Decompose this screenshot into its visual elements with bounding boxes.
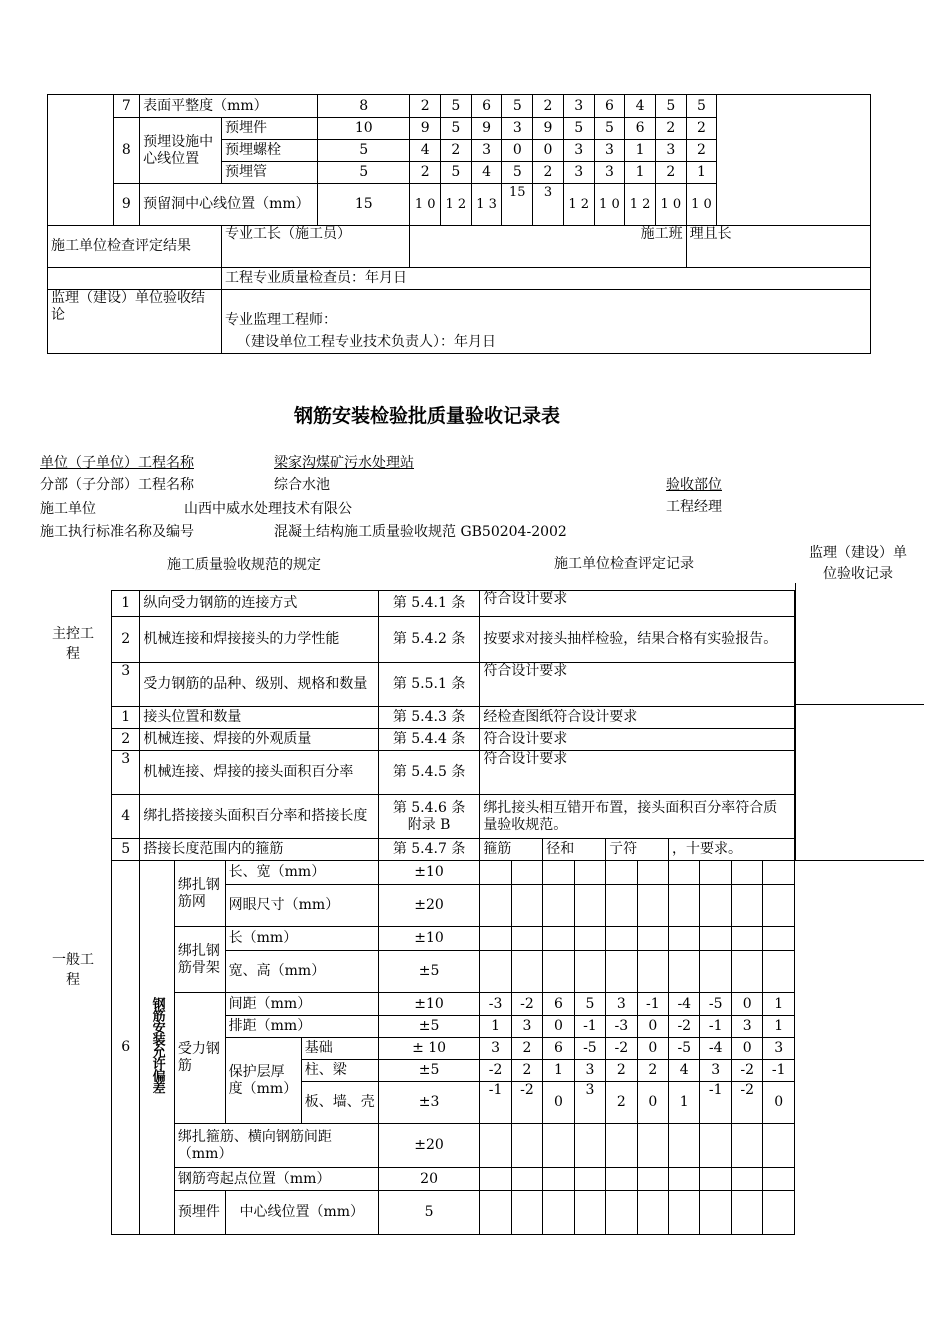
accept-part: 验收部位 <box>666 477 722 493</box>
record-part: 径和 <box>543 839 606 861</box>
main-label: 主控工程 <box>52 626 94 662</box>
val: 0 <box>763 1082 795 1124</box>
val: 1 <box>625 162 656 184</box>
item-no: 3 <box>112 663 140 707</box>
foreman: 专业工长（施工员） <box>221 226 409 268</box>
check-item: 板、墙、壳 <box>301 1082 378 1124</box>
item-record: 按要求对接头抽样检验，结果合格有实验报告。 <box>480 617 795 663</box>
val: -2 <box>480 1060 511 1082</box>
val: 2 <box>606 1082 637 1124</box>
row-item: 预留洞中心线位置（mm） <box>140 184 318 226</box>
group-label: 保护层厚度（mm） <box>225 1038 301 1124</box>
val: 3 <box>511 1016 542 1038</box>
item-text: 绑扎搭接接头面积百分率和搭接长度 <box>140 795 378 839</box>
val: 5 <box>441 118 472 140</box>
record-part: 亍符 <box>606 839 669 861</box>
val: 1 <box>669 1082 700 1124</box>
val: 4 <box>410 140 441 162</box>
general-label: 一般工程 <box>52 952 94 988</box>
tolerance: ±20 <box>378 885 479 927</box>
row-no: 7 <box>113 95 140 118</box>
val: 5 <box>574 993 605 1016</box>
group-label: 绑扎钢筋网 <box>174 861 225 927</box>
blank-cell <box>48 268 222 290</box>
val: 3 <box>700 1060 731 1082</box>
val: 1 <box>686 162 717 184</box>
val: 1 <box>763 993 795 1016</box>
val: 3 <box>563 140 594 162</box>
val: 1 0 <box>410 184 441 226</box>
val: -2 <box>511 993 542 1016</box>
val: 1 2 <box>625 184 656 226</box>
val: 5 <box>686 95 717 118</box>
row-sub: 预埋件 <box>221 118 317 140</box>
check-item: 排距（mm） <box>225 1016 378 1038</box>
val: -2 <box>606 1038 637 1060</box>
page-title: 钢筋安装检验批质量验收记录表 <box>294 405 561 427</box>
val: 2 <box>686 140 717 162</box>
item-text: 接头位置和数量 <box>140 707 378 729</box>
val: 5 <box>594 118 625 140</box>
val: -2 <box>669 1016 700 1038</box>
check-item: 中心线位置（mm） <box>225 1191 378 1235</box>
row-item: 表面平整度（mm） <box>140 95 318 118</box>
item-no: 2 <box>112 617 140 663</box>
standard-value: 混凝土结构施工质量验收规范 GB50204-2002 <box>274 524 567 540</box>
tolerance: 5 <box>378 1191 479 1235</box>
group-label: 受力钢筋 <box>174 993 225 1124</box>
val: 0 <box>731 993 762 1016</box>
tolerance: ±10 <box>378 993 479 1016</box>
val: 2 <box>410 95 441 118</box>
team: 施工班 <box>410 226 686 268</box>
val: 3 <box>574 1082 605 1124</box>
group-label: 预埋件 <box>174 1191 225 1235</box>
check-item: 绑扎箍筋、横向钢筋间距（mm） <box>174 1124 378 1168</box>
val: -1 <box>700 1082 731 1124</box>
record-part: ，十要求。 <box>669 839 795 861</box>
row-allow: 10 <box>318 118 410 140</box>
val: 3 <box>502 118 533 140</box>
val: -4 <box>669 993 700 1016</box>
check-item: 网眼尺寸（mm） <box>225 885 378 927</box>
clause-line: 第 5.4.6 条 <box>392 799 466 816</box>
val: 6 <box>471 95 502 118</box>
sub-value: 综合水池 <box>274 477 330 493</box>
val: 2 <box>441 140 472 162</box>
check-item: 宽、高（mm） <box>225 951 378 993</box>
check-head: 施工单位检查评定记录 <box>554 556 694 572</box>
val: 6 <box>625 118 656 140</box>
group-label: 绑扎钢筋骨架 <box>174 927 225 993</box>
val: 3 <box>533 184 564 226</box>
inspector: 工程专业质量检查员：年月日 <box>221 268 870 290</box>
spacing-row <box>112 993 795 1016</box>
val: 15 <box>502 184 533 226</box>
val: 0 <box>637 1038 668 1060</box>
supervisor-label: 监理（建设）单位验收结论 <box>48 290 222 354</box>
item-text: 机械连接、焊接的外观质量 <box>140 729 378 751</box>
val: 0 <box>502 140 533 162</box>
val: 3 <box>563 95 594 118</box>
val: 0 <box>543 1016 574 1038</box>
item-record: 经检查图纸符合设计要求 <box>480 707 795 729</box>
blank-cell <box>48 95 114 226</box>
val: -2 <box>731 1082 762 1124</box>
val: 3 <box>471 140 502 162</box>
val: 3 <box>763 1038 795 1060</box>
val: 1 <box>763 1016 795 1038</box>
item-no: 5 <box>112 839 140 861</box>
val: 4 <box>471 162 502 184</box>
val: 3 <box>594 162 625 184</box>
val: 0 <box>731 1038 762 1060</box>
row-sub: 预埋螺栓 <box>221 140 317 162</box>
item-text: 受力钢筋的品种、级别、规格和数量 <box>140 663 378 707</box>
val: 5 <box>441 95 472 118</box>
item-text: 机械连接、焊接的接头面积百分率 <box>140 751 378 795</box>
item-clause: 第 5.4.7 条 <box>378 839 479 861</box>
tolerance: ±10 <box>378 927 479 951</box>
val: 1 3 <box>471 184 502 226</box>
check-item: 长、宽（mm） <box>225 861 378 885</box>
val: 5 <box>502 162 533 184</box>
val: 3 <box>574 1060 605 1082</box>
tolerance: ±3 <box>378 1082 479 1124</box>
row-sub: 预埋管 <box>221 162 317 184</box>
standard-label: 施工执行标准名称及编号 <box>40 524 194 540</box>
project-manager: 工程经理 <box>666 499 722 515</box>
val: 5 <box>655 95 686 118</box>
val: 2 <box>637 1060 668 1082</box>
blank-cell <box>717 95 871 226</box>
val: 3 <box>731 1016 762 1038</box>
contractor-value: 山西中威水处理技术有限公 <box>184 501 352 517</box>
val: -5 <box>700 993 731 1016</box>
item-no: 3 <box>112 751 140 795</box>
val: 9 <box>410 118 441 140</box>
val: -5 <box>669 1038 700 1060</box>
row-no: 9 <box>113 184 140 226</box>
item-text: 机械连接和焊接接头的力学性能 <box>140 617 378 663</box>
val: 2 <box>606 1060 637 1082</box>
val: 9 <box>533 118 564 140</box>
tolerance: ±5 <box>378 1060 479 1082</box>
val: 6 <box>543 993 574 1016</box>
item-record: 符合设计要求 <box>480 729 795 751</box>
supervisor-cell <box>221 290 870 354</box>
val: 0 <box>637 1016 668 1038</box>
owner-rep: （建设单位工程专业技术负责人）：年月日 <box>236 334 496 350</box>
item-clause: 第 5.4.5 条 <box>378 751 479 795</box>
val: -2 <box>731 1060 762 1082</box>
row-allow: 8 <box>318 95 410 118</box>
val: 1 0 <box>594 184 625 226</box>
tolerance: 20 <box>378 1168 479 1191</box>
val: 5 <box>502 95 533 118</box>
val: 3 <box>606 993 637 1016</box>
item-no: 6 <box>112 861 140 1235</box>
item-clause: 第 5.4.4 条 <box>378 729 479 751</box>
val: 2 <box>410 162 441 184</box>
contractor-label: 施工单位 <box>40 501 96 517</box>
item-clause <box>378 795 479 839</box>
vertical-label-cell <box>140 861 175 1235</box>
item-record: 绑扎接头相互错开布置，接头面积百分率符合质量验收规范。 <box>480 795 795 839</box>
item-record: 符合设计要求 <box>480 751 795 795</box>
item-clause: 第 5.4.2 条 <box>378 617 479 663</box>
row-no: 8 <box>113 118 140 184</box>
val: 1 <box>625 140 656 162</box>
unit-label: 单位（子单位）工程名称 <box>40 455 194 471</box>
val: 2 <box>533 162 564 184</box>
supervisor-box-main <box>795 583 924 705</box>
val: 6 <box>594 95 625 118</box>
val: 1 <box>480 1016 511 1038</box>
val: -1 <box>637 993 668 1016</box>
val: -5 <box>574 1038 605 1060</box>
sub-label: 分部（子分部）工程名称 <box>40 477 194 493</box>
spec-head: 施工质量验收规范的规定 <box>167 557 321 573</box>
item-text: 搭接长度范围内的箍筋 <box>140 839 378 861</box>
item-record: 符合设计要求 <box>480 591 795 617</box>
clause-line: 附录 B <box>407 816 451 833</box>
unit-value: 梁家沟煤矿污水处理站 <box>274 455 414 471</box>
val: 2 <box>511 1038 542 1060</box>
check-item: 基础 <box>301 1038 378 1060</box>
val: 3 <box>480 1038 511 1060</box>
check-item: 柱、梁 <box>301 1060 378 1082</box>
val: -3 <box>606 1016 637 1038</box>
val: -4 <box>700 1038 731 1060</box>
item-no: 1 <box>112 707 140 729</box>
tolerance: ±10 <box>378 861 479 885</box>
item-clause: 第 5.4.1 条 <box>378 591 479 617</box>
val: 6 <box>543 1038 574 1060</box>
val: 1 0 <box>686 184 717 226</box>
contractor-label: 施工单位检查评定结果 <box>48 226 222 268</box>
check-item: 钢筋弯起点位置（mm） <box>174 1168 378 1191</box>
val: -2 <box>511 1082 542 1124</box>
team-leader: 理且长 <box>686 226 870 268</box>
tolerance: ±20 <box>378 1124 479 1168</box>
row-allow: 15 <box>318 184 410 226</box>
val: 1 <box>543 1060 574 1082</box>
val: 3 <box>563 162 594 184</box>
val: 9 <box>471 118 502 140</box>
row-item: 预埋设施中心线位置 <box>140 118 222 184</box>
supervisor-head: 监理（建设）单位验收记录 <box>809 545 907 582</box>
val: 4 <box>625 95 656 118</box>
val: 3 <box>594 140 625 162</box>
vertical-label: 钢筋安装允许偏差 <box>149 997 165 1093</box>
record-part: 箍筋 <box>480 839 543 861</box>
tolerance: ±5 <box>378 1016 479 1038</box>
val: 4 <box>669 1060 700 1082</box>
check-item: 长（mm） <box>225 927 378 951</box>
val: 2 <box>511 1060 542 1082</box>
row-allow: 5 <box>318 162 410 184</box>
val: 0 <box>543 1082 574 1124</box>
val: 2 <box>686 118 717 140</box>
val: -1 <box>700 1016 731 1038</box>
item-text: 纵向受力钢筋的连接方式 <box>140 591 378 617</box>
val: 3 <box>655 140 686 162</box>
val: 2 <box>655 162 686 184</box>
top-table <box>47 94 871 354</box>
item-record: 符合设计要求 <box>480 663 795 707</box>
val: 0 <box>637 1082 668 1124</box>
val: -1 <box>480 1082 511 1124</box>
tolerance: ± 10 <box>378 1038 479 1060</box>
val: 2 <box>655 118 686 140</box>
val: -1 <box>574 1016 605 1038</box>
item-no: 2 <box>112 729 140 751</box>
val: 2 <box>533 95 564 118</box>
supervisor-engineer: 专业监理工程师： <box>224 312 337 328</box>
item-no: 4 <box>112 795 140 839</box>
item-clause: 第 5.5.1 条 <box>378 663 479 707</box>
item-clause: 第 5.4.3 条 <box>378 707 479 729</box>
row-allow: 5 <box>318 140 410 162</box>
val: -3 <box>480 993 511 1016</box>
item-no: 1 <box>112 591 140 617</box>
val: 1 0 <box>655 184 686 226</box>
val: 1 2 <box>563 184 594 226</box>
supervisor-box-general <box>795 705 924 861</box>
val: 1 2 <box>441 184 472 226</box>
main-table <box>111 590 795 1235</box>
val: -1 <box>763 1060 795 1082</box>
val: 0 <box>533 140 564 162</box>
val: 5 <box>441 162 472 184</box>
tolerance: ±5 <box>378 951 479 993</box>
val: 5 <box>563 118 594 140</box>
check-item: 间距（mm） <box>225 993 378 1016</box>
